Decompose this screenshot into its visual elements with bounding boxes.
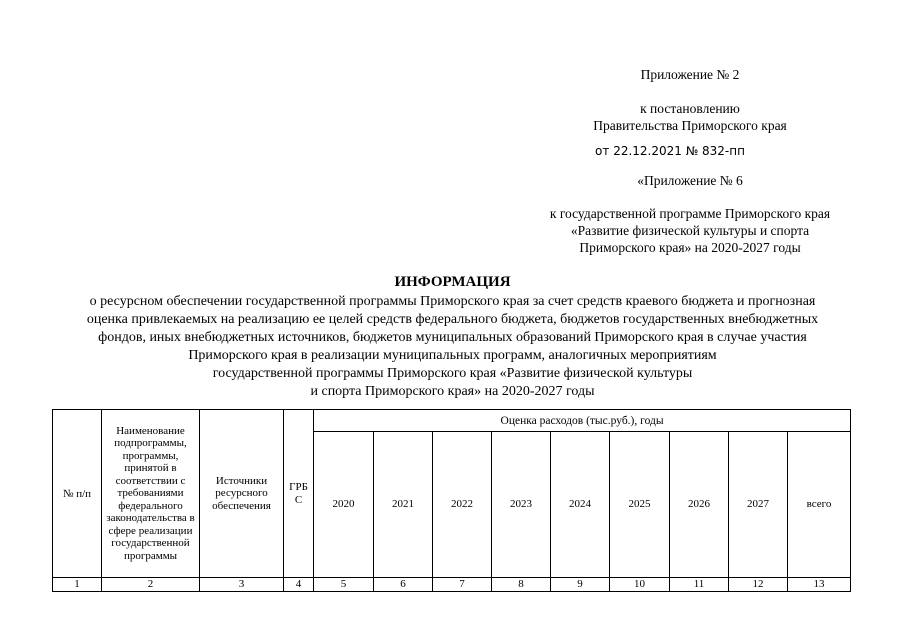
appendix-2-label: Приложение № 2	[640, 67, 740, 82]
header-name: Наименование подпрограммы, программы, принятой в соответствии с требованиями федерального законодательства в сфере реализации государственной программы	[102, 410, 200, 578]
header-number: № п/п	[53, 410, 102, 578]
document-title: ИНФОРМАЦИЯ	[394, 274, 511, 290]
year-2020: 2020	[314, 432, 374, 578]
government-label: Правительства Приморского края	[593, 118, 787, 133]
appendix-6-label: «Приложение № 6	[637, 173, 743, 188]
column-number: 4	[284, 578, 314, 592]
column-number: 3	[200, 578, 284, 592]
year-total: всего	[788, 432, 851, 578]
header-expenses: Оценка расходов (тыс.руб.), годы	[314, 410, 851, 432]
header-grbs: ГРБ С	[284, 410, 314, 578]
column-number: 1	[53, 578, 102, 592]
column-number: 2	[102, 578, 200, 592]
column-number: 8	[492, 578, 551, 592]
year-2022: 2022	[433, 432, 492, 578]
resolution-date: от 22.12.2021 № 832-пп	[595, 144, 745, 158]
year-2021: 2021	[374, 432, 433, 578]
year-2025: 2025	[610, 432, 670, 578]
year-2026: 2026	[670, 432, 729, 578]
resource-table	[52, 409, 851, 592]
subtitle-line: о ресурсном обеспечении государственной программы Приморского края за счет средств краевого бюджета и прогнозная	[89, 294, 816, 309]
column-number: 10	[610, 578, 670, 592]
column-number: 5	[314, 578, 374, 592]
to-resolution-label: к постановлению	[640, 101, 740, 116]
year-2023: 2023	[492, 432, 551, 578]
column-number: 7	[433, 578, 492, 592]
column-number: 11	[670, 578, 729, 592]
subtitle-line: оценка привлекаемых на реализацию ее целей средств федерального бюджета, бюджетов государственных внебюджетных	[86, 312, 819, 327]
program-line-2: «Развитие физической культуры и спорта	[570, 223, 810, 238]
program-line-1: к государственной программе Приморского края	[549, 206, 831, 221]
column-number: 12	[729, 578, 788, 592]
year-2024: 2024	[551, 432, 610, 578]
program-line-3: Приморского края» на 2020-2027 годы	[579, 240, 801, 255]
column-number: 9	[551, 578, 610, 592]
column-number: 13	[788, 578, 851, 592]
column-number: 6	[374, 578, 433, 592]
subtitle-line: Приморского края в реализации муниципальных программ, аналогичных мероприятиям	[188, 348, 717, 363]
header-sources: Источники ресурсного обеспечения	[200, 410, 284, 578]
subtitle-line: государственной программы Приморского края «Развитие физической культуры	[212, 366, 693, 381]
subtitle-line: фондов, иных внебюджетных источников, бюджетов муниципальных образований Приморского края в случае участия	[98, 330, 807, 345]
year-2027: 2027	[729, 432, 788, 578]
subtitle-line: и спорта Приморского края» на 2020-2027 годы	[310, 384, 595, 399]
